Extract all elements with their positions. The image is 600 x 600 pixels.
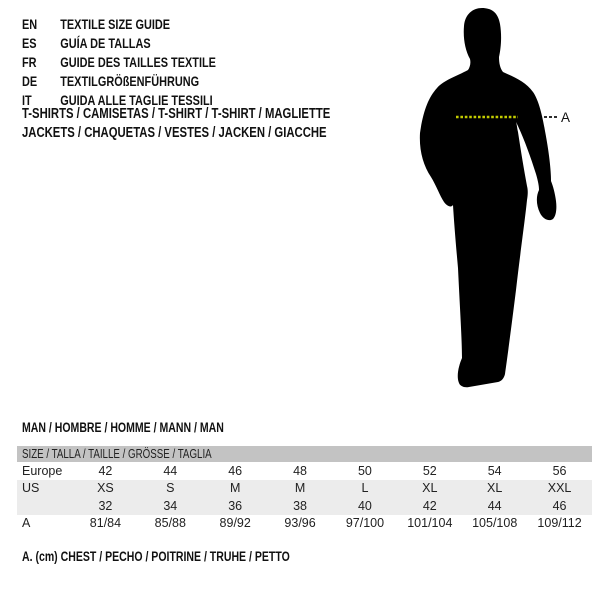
language-label: TEXTILGRÖßENFÜHRUNG bbox=[60, 73, 200, 89]
size-table bbox=[17, 446, 592, 532]
table-row-europe bbox=[17, 462, 592, 480]
row-label: Europe bbox=[22, 463, 63, 478]
language-label: GUIDE DES TAILLES TEXTILE bbox=[60, 54, 216, 70]
size-cell: 38 bbox=[293, 498, 308, 513]
size-cell: 56 bbox=[552, 463, 567, 478]
size-table-header bbox=[17, 446, 592, 462]
size-cell: 46 bbox=[552, 498, 567, 513]
size-table-body bbox=[17, 462, 592, 532]
table-row-uk bbox=[17, 497, 592, 515]
size-cell: XXL bbox=[547, 481, 572, 496]
language-code: ES bbox=[22, 35, 37, 51]
size-cell: 48 bbox=[293, 463, 308, 478]
size-cell: 44 bbox=[487, 498, 502, 513]
size-cell: M bbox=[294, 481, 306, 496]
language-label: GUÍA DE TALLAS bbox=[60, 35, 151, 51]
size-cell: 42 bbox=[422, 498, 437, 513]
size-cell: 109/112 bbox=[537, 516, 582, 531]
size-cell: 101/104 bbox=[407, 516, 453, 531]
language-code: DE bbox=[22, 73, 38, 89]
table-row-us bbox=[17, 480, 592, 498]
size-cell: XL bbox=[487, 481, 503, 496]
size-cell: 42 bbox=[98, 463, 113, 478]
size-cell: 40 bbox=[357, 498, 372, 513]
section-title-man bbox=[22, 420, 281, 435]
size-cell: 85/88 bbox=[154, 516, 186, 531]
footnote-chest bbox=[22, 549, 365, 564]
size-cell: 89/92 bbox=[219, 516, 251, 531]
size-cell: 50 bbox=[357, 463, 372, 478]
table-row-a bbox=[17, 515, 592, 533]
category-line-jackets: JACKETS / CHAQUETAS / VESTES / JACKEN / GIACCHE bbox=[22, 124, 327, 141]
size-cell: 81/84 bbox=[89, 516, 122, 531]
footnote-text: A. (cm) CHEST / PECHO / POITRINE / TRUHE / PETTO bbox=[22, 549, 290, 564]
language-code: FR bbox=[22, 54, 37, 70]
size-cell: S bbox=[166, 481, 175, 496]
size-cell: 32 bbox=[98, 498, 113, 513]
row-label: US bbox=[22, 481, 40, 496]
size-cell: 52 bbox=[422, 463, 437, 478]
man-silhouette bbox=[420, 8, 557, 387]
size-cell: 105/108 bbox=[472, 516, 518, 531]
language-label: GUIDA ALLE TAGLIE TESSILI bbox=[60, 92, 213, 108]
size-cell: 46 bbox=[228, 463, 243, 478]
size-cell: M bbox=[229, 481, 241, 496]
category-line-tshirts: T-SHIRTS / CAMISETAS / T-SHIRT / T-SHIRT / MAGLIETTE bbox=[22, 106, 331, 122]
size-cell: L bbox=[361, 481, 369, 496]
size-cell: XS bbox=[97, 481, 114, 496]
size-cell: 44 bbox=[163, 463, 178, 478]
size-cell: XL bbox=[422, 481, 438, 496]
size-cell: 34 bbox=[163, 498, 178, 513]
size-cell: 93/96 bbox=[284, 516, 316, 531]
section-title-text: MAN / HOMBRE / HOMME / MANN / MAN bbox=[22, 420, 224, 435]
row-label: A bbox=[22, 516, 31, 531]
measure-label-a: A bbox=[561, 110, 571, 125]
size-cell: 36 bbox=[228, 498, 243, 513]
size-cell: 54 bbox=[487, 463, 502, 478]
language-label: TEXTILE SIZE GUIDE bbox=[60, 16, 171, 32]
size-cell: 97/100 bbox=[345, 516, 385, 531]
size-table-header-text: SIZE / TALLA / TAILLE / GRÖSSE / TAGLIA bbox=[22, 447, 212, 461]
language-code: EN bbox=[22, 16, 38, 32]
language-code: IT bbox=[22, 92, 32, 108]
